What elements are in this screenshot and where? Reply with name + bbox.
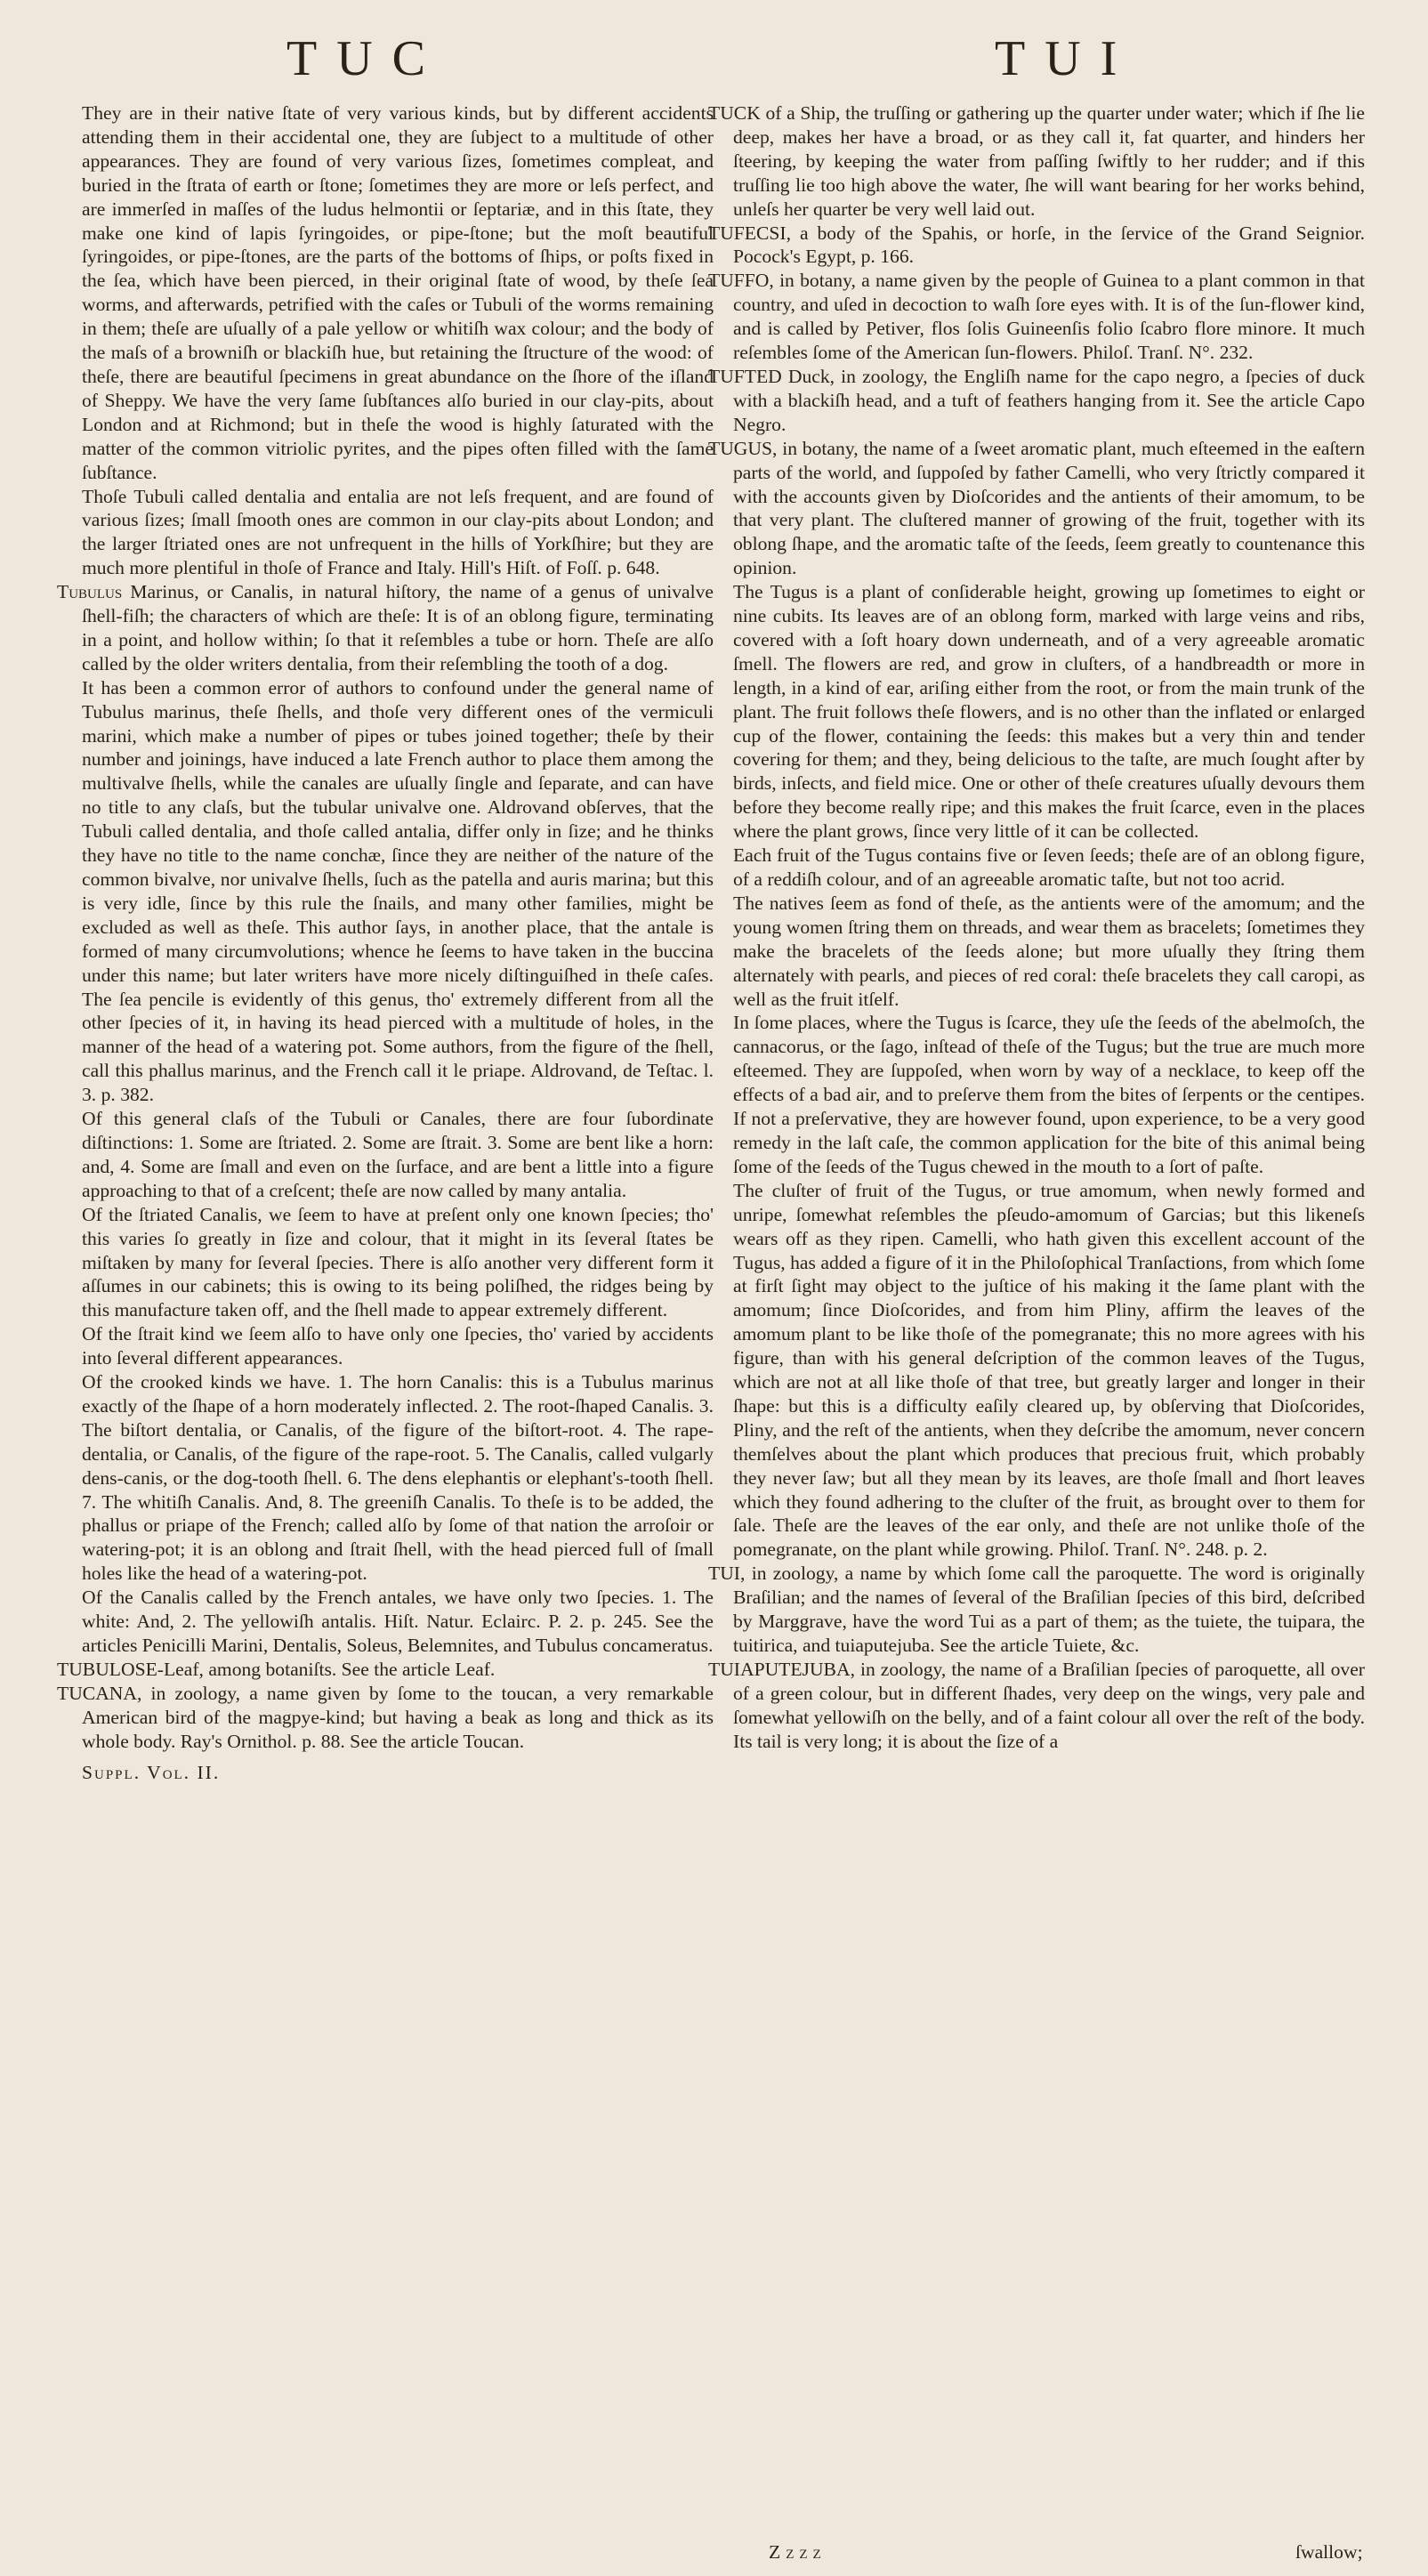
entry-headword: TUI	[708, 1563, 740, 1585]
header-right-word: TUI	[995, 31, 1137, 86]
dictionary-entry	[708, 1658, 1365, 1754]
entry-headword: TUBULOSE	[57, 1658, 157, 1680]
paragraph	[57, 1203, 714, 1323]
paragraph	[708, 580, 1365, 844]
dictionary-entry	[708, 437, 1365, 580]
left-column	[57, 101, 714, 1784]
dictionary-entry	[708, 269, 1365, 365]
entry-text: The natives ſeem as fond of theſe, as the antients were of the amomum; and the young women ſtring them on threads, and wear them as bracelets; ſometimes they make the bracelets of the ſeeds alone; but more uſually they ſtring them alternately with pearls, and pieces of red coral: theſe bracelets they call caropi, as well as the fruit itſelf.	[733, 892, 1365, 1010]
entry-text: It has been a common error of authors to confound under the general name of Tubulus marinus, theſe ſhells, and thoſe very different ones of the vermiculi marini, which make a number of pipes or tubes joined together; theſe by their number and joinings, have induced a late French author to place them among the multivalve ſhells, while the canales are uſually ſingle and ſeparate, and can have no title to any claſs, but the tubular univalve one. Aldrovand obſerves, that the Tubuli called dentalia, and thoſe called antalia, differ only in ſize; and he thinks they have no title to the name conchæ, ſince they are neither of the nature of the common bivalve, nor univalve ſhells, ſuch as the patella and auris marina; but this is very idle, ſince by this rule the ſnails, and many other families, might be excluded as well as theſe. This author ſays, in another place, that the antale is formed of many circumvolutions; whence he ſeems to have taken in the buccina under this name; but later writers have more nicely diſtinguiſhed in theſe caſes. The ſea pencile is evidently of this genus, tho' extremely different from all the other ſpecies of it, in having its head pierced with a multitude of holes, in the manner of the head of a watering pot. Some authors, from the figure of the ſhell, call this phallus marinus, and the French call it le priape. Aldrovand, de Teſtac. l. 3. p. 382.	[82, 676, 714, 1106]
signature-mark: Zzzz	[769, 2541, 827, 2563]
entry-text: In ſome places, where the Tugus is ſcarce, they uſe the ſeeds of the abelmoſch, the cannacorus, or the ſago, inſtead of theſe of the Tugus; but the true are much more eſteemed. They are ſuppoſed, when worn by way of a necklace, to keep off the effects of a bad air, and to preſerve them from the bites of ſerpents or the centipes. If not a preſervative, they are however found, upon experience, to be a very good remedy in the laſt caſe, the common application for the bite of this animal being ſome of the ſeeds of the Tugus chewed in the mouth to a ſort of paſte.	[733, 1012, 1365, 1177]
entry-text: , in zoology, the name of a Braſilian ſpecies of paroquette, all over of a green colour, but in different ſhades, very deep on the wings, very pale and ſomewhat yellowiſh on the belly, and of a faint colour all over the reſt of the body. Its tail is very long; it is about the ſize of a	[733, 1658, 1365, 1752]
entry-text: , in zoology, a name by which ſome call the paroquette. The word is originally Braſilian; and the names of ſeveral of the Braſilian ſpecies of this bird, deſcribed by Marggrave, have the word Tui as a part of them; as the tuiete, the tuipara, the tuitirica, and tuiaputejuba. See the article Tuiete, &c.	[733, 1563, 1365, 1656]
dictionary-entry	[57, 1658, 714, 1682]
entry-text: , a body of the Spahis, or horſe, in the ſervice of the Grand Seignior. Pocock's Egypt, p. 166.	[733, 222, 1365, 268]
paragraph	[57, 676, 714, 1107]
paragraph	[57, 485, 714, 581]
paragraph	[708, 892, 1365, 1012]
entry-text: Of this general claſs of the Tubuli or Canales, there are four ſubordinate diſtinctions: 1. Some are ſtriated. 2. Some are ſtrait. 3. Some are bent like a horn: and, 4. Some are ſmall and even on the ſurface, and are bent a little into a figure approaching to that of a creſcent; theſe are now called by many antalia.	[82, 1108, 714, 1201]
entry-text: -Leaf, among botaniſts. See the article Leaf.	[157, 1658, 496, 1680]
volume-footer: Suppl. Vol. II.	[82, 1761, 221, 1783]
dictionary-entry	[708, 222, 1365, 270]
entry-headword: TUFECSI	[708, 222, 787, 244]
entry-text: They are in their native ſtate of very various kinds, but by different accidents attending them in their accidental one, they are ſubject to a multitude of other appearances. They are found of very various ſizes, ſometimes compleat, and buried in the ſtrata of earth or ſtone; ſometimes they are more or leſs perfect, and are immerſed in maſſes of the ludus helmontii or ſeptariæ, and in this ſtate, they make one kind of lapis ſyringoides, or pipe-ſtone; but the moſt beautiful ſyringoides, or pipe-ſtones, are the parts of the bottoms of ſhips, or poſts fixed in the ſea, which have been pierced, in their original ſtate of wood, by theſe ſea worms, and afterwards, petrified with the caſes or Tubuli of the worms remaining in them; theſe are uſually of a pale yellow or whitiſh wax colour; and the body of the maſs of a browniſh or blackiſh hue, but retaining the ſtructure of the wood: of theſe, there are beautiful ſpecimens in great abundance on the ſhore of the iſland of Sheppy. We have the very ſame ſubſtances alſo buried in our clay-pits, about London and at Richmond; but in theſe the wood is highly ſaturated with the matter of the common vitriolic pyrites, and the pipes often filled with the ſame ſubſtance.	[82, 102, 714, 483]
dictionary-entry	[708, 101, 1365, 222]
catchword: ſwallow;	[1295, 2541, 1363, 2563]
entry-text: , in botany, the name of a ſweet aromatic plant, much eſteemed in the eaſtern parts of the world, and ſuppoſed by father Camelli, who very ſtrictly compared it with the accounts given by Dioſcorides and the antients of their amomum, to be that very plant. The cluſtered manner of growing of the fruit, together with its oblong ſhape, and the aromatic taſte of the ſeeds, ſeem greatly to countenance this opinion.	[733, 437, 1365, 579]
entry-text: , in botany, a name given by the people of Guinea to a plant common in that country, and uſed in decoction to waſh ſore eyes with. It is of the ſun-flower kind, and is called by Petiver, flos ſolis Guineenſis folio ſcabro flore minore. It much reſembles ſome of the American ſun-flowers. Philoſ. Tranſ. N°. 232.	[733, 270, 1365, 364]
entry-headword: TUCANA	[57, 1682, 137, 1704]
entry-text: The cluſter of fruit of the Tugus, or true amomum, when newly formed and unripe, ſomewhat reſembles the pſeudo-amomum of Garcias; but this likeneſs wears off as they ripen. Camelli, who hath given this excellent account of the Tugus, has added a figure of it in the Philoſophical Tranſactions, from which ſome at firſt ſight may object to the juſtice of his making it the ſame plant with the amomum; ſince Dioſcorides, and from him Pliny, affirm the leaves of the amomum plant to be like thoſe of the pomegranate; this no more agrees with his figure, than with his general deſcription of the common leaves of the Tugus, which are not at all like thoſe of that tree, but greatly larger and longer in their ſhape: but this is a difficulty eaſily cleared up, by obſerving that Dioſcorides, Pliny, and the reſt of the antients, when they deſcribe the amomum, never concern themſelves about the plant which produces that precious fruit, which probably they never ſaw; but all they mean by its leaves, are thoſe ſmall and ſhort leaves which they found adhering to the cluſter of the fruit, as brought over to them for ſale. Theſe are the leaves of the ear only, and theſe are not unlike thoſe of the pomegranate, on the plant while growing. Philoſ. Tranſ. N°. 248. p. 2.	[733, 1179, 1365, 1561]
paragraph	[708, 844, 1365, 892]
dictionary-entry	[57, 580, 714, 676]
entry-text: Each fruit of the Tugus contains five or ſeven ſeeds; theſe are of an oblong figure, of a reddiſh colour, and of an agreeable aromatic taſte, but not too acrid.	[733, 844, 1365, 890]
entry-text: Of the crooked kinds we have. 1. The horn Canalis: this is a Tubulus marinus exactly of the ſhape of a horn moderately inflected. 2. The root-ſhaped Canalis. 3. The biſtort dentalia, or Canalis, of the figure of the biſtort-root. 4. The rape-dentalia, or Canalis, of the figure of the rape-root. 5. The Canalis, called vulgarly dens-canis, or the dog-tooth ſhell. 6. The dens elephantis or elephant's-tooth ſhell. 7. The whitiſh Canalis. And, 8. The greeniſh Canalis. To theſe is to be added, the phallus or priape of the French; called alſo by ſome of that nation the arroſoir or watering-pot; it is an oblong and ſtrait ſhell, with the head pierced full of ſmall holes like the head of a watering-pot.	[82, 1371, 714, 1585]
entry-headword: TUFFO	[708, 270, 770, 292]
entry-text: The Tugus is a plant of conſiderable height, growing up ſometimes to eight or nine cubits. Its leaves are of an oblong form, marked with large veins and ribs, covered with a ſoft hoary down underneath, and of a very agreeable aromatic ſmell. The flowers are red, and grow in cluſters, of a handbreadth or more in length, in a kind of ear, ariſing either from the root, or from the main trunk of the plant. The fruit follows theſe flowers, and is no other than the inflated or enlarged cup of the flower, containing the ſeeds: this makes but a very thin and tender covering for them; and they, being delicious to the taſte, are much ſought after by birds, inſects, and field mice. One or other of theſe creatures uſually devours them before they become really ripe; and this makes the fruit ſcarce, even in the places where the plant grows, ſince very little of it can be collected.	[733, 581, 1365, 843]
paragraph	[708, 1179, 1365, 1563]
paragraph	[57, 1107, 714, 1203]
paragraph	[57, 1370, 714, 1586]
dictionary-entry	[708, 1562, 1365, 1658]
running-header	[0, 30, 1428, 93]
entry-headword: TUCK	[708, 102, 761, 124]
entry-headword: TUFTED	[708, 365, 782, 387]
entry-text: Of the ſtrait kind we ſeem alſo to have only one ſpecies, tho' varied by accidents into ſeveral different appearances.	[82, 1323, 714, 1369]
paragraph	[57, 1322, 714, 1370]
paragraph	[57, 101, 714, 485]
paragraph	[57, 1586, 714, 1658]
dictionary-entry	[57, 1682, 714, 1754]
entry-text: Thoſe Tubuli called dentalia and entalia are not leſs frequent, and are found of various ſizes; ſmall ſmooth ones are common in our clay-pits about London; and the larger ſtriated ones are not unfrequent in the hills of Yorkſhire; but they are much more plentiful in thoſe of France and Italy. Hill's Hiſt. of Foſſ. p. 648.	[82, 485, 714, 579]
entry-text: , in zoology, a name given by ſome to the toucan, a very remarkable American bird of the magpye-kind; but having a beak as long and thick as its whole body. Ray's Ornithol. p. 88. See the article Toucan.	[82, 1682, 714, 1752]
entry-text: of a Ship, the truſſing or gathering up the quarter under water; which if ſhe lie deep, makes her have a broad, or as they call it, fat quarter, and hinders her ſteering, by keeping the water from paſſing ſwiftly to her rudder; and if this truſſing lie too high above the water, ſhe will want bearing for her works behind, unleſs her quarter be very well laid out.	[733, 102, 1365, 220]
header-left-word: TUC	[286, 31, 445, 86]
entry-headword: Tubulus	[57, 581, 123, 603]
dictionary-entry	[708, 365, 1365, 437]
right-column	[708, 101, 1365, 1754]
entry-text: Marinus, or Canalis, in natural hiſtory, the name of a genus of univalve ſhell-fiſh; the characters of which are theſe: It is of an oblong figure, terminating in a point, and hollow within; ſo that it reſembles a tube or horn. Theſe are alſo called by the older writers dentalia, from their reſembling the tooth of a dog.	[82, 581, 714, 674]
paragraph	[708, 1011, 1365, 1178]
entry-text: Duck, in zoology, the Engliſh name for the capo negro, a ſpecies of duck with a blackiſh head, and a tuft of feathers hanging from it. See the article Capo Negro.	[733, 365, 1365, 435]
entry-headword: TUIAPUTEJUBA	[708, 1658, 851, 1680]
entry-headword: TUGUS	[708, 437, 772, 459]
entry-text: Of the Canalis called by the French antales, we have only two ſpecies. 1. The white: And, 2. The yellowiſh antalis. Hiſt. Natur. Eclairc. P. 2. p. 245. See the articles Penicilli Marini, Dentalis, Soleus, Belemnites, and Tubulus concameratus.	[82, 1587, 714, 1656]
entry-text: Of the ſtriated Canalis, we ſeem to have at preſent only one known ſpecies; tho' this varies ſo greatly in ſize and colour, that it might in its ſeveral ſtates be miſtaken by many for ſeveral ſpecies. There is alſo another very different form it aſſumes in our cabinets; this is owing to its being poliſhed, the ridges being by this manufacture taken off, and the ſhell made to appear extremely different.	[82, 1203, 714, 1321]
